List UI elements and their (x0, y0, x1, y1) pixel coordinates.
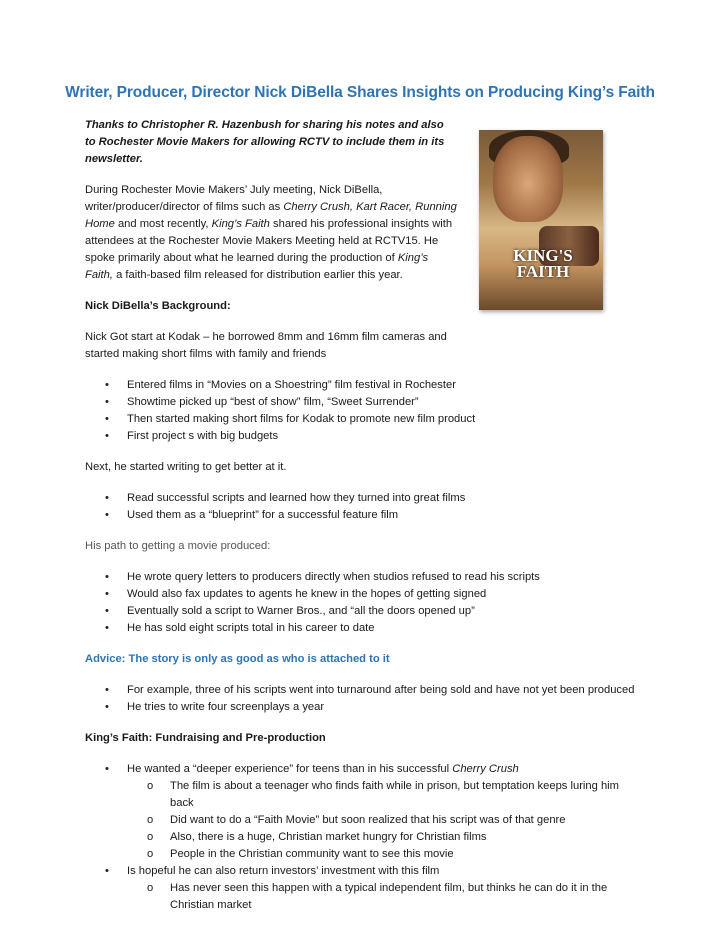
sub-list-item: o Also, there is a huge, Christian market hungry for Christian films (85, 829, 645, 846)
path-heading: His path to getting a movie produced: (85, 540, 271, 552)
article-title: Writer, Producer, Director Nick DiBella Shares Insights on Producing King’s Faith (65, 84, 655, 101)
list-item: • He has sold eight scripts total in his career to date (85, 620, 645, 637)
advice-heading: Advice: The story is only as good as who is attached to it (85, 653, 390, 665)
path-list (85, 569, 645, 637)
meeting-paragraph: During Rochester Movie Makers’ July meeting, Nick DiBella, writer/producer/director of films such as Cherry Crush, Kart Racer, Running Home and most recently, King’s Faith shared his professional insights with attendees at the Rochester Movie Makers Meeting held at RCTV15. He spoke primarily about what he learned during the production of King’s Faith, a faith-based film released for distribution earlier this year. (85, 184, 457, 281)
article-body (85, 117, 645, 914)
list-item: • Is hopeful he can also return investors’ investment with this film (85, 863, 645, 880)
funding-list (85, 761, 645, 914)
list-item: • He tries to write four screenplays a year (85, 699, 645, 716)
list-item: • Would also fax updates to agents he knew in the hopes of getting signed (85, 586, 645, 603)
advice-list (85, 682, 645, 716)
sub-list-item: o People in the Christian community want to see this movie (85, 846, 645, 863)
background-heading: Nick DiBella’s Background: (85, 300, 231, 312)
list-item: • Read successful scripts and learned how they turned into great films (85, 490, 645, 507)
list-item: • Used them as a “blueprint” for a successful feature film (85, 507, 645, 524)
sub-list-item: o Did want to do a “Faith Movie” but soon realized that his script was of that genre (85, 812, 645, 829)
list-item: • Eventually sold a script to Warner Bros., and “all the doors opened up” (85, 603, 645, 620)
list-item: • He wanted a “deeper experience” for teens than in his successful Cherry Crush (85, 761, 645, 778)
poster-title: KING'S FAITH (513, 246, 573, 281)
background-text: Nick Got start at Kodak – he borrowed 8mm and 16mm film cameras and started making short films with family and friends (85, 331, 447, 360)
background-list (85, 377, 645, 445)
writing-text: Next, he started writing to get better at it. (85, 461, 287, 473)
list-item: • He wrote query letters to producers directly when studios refused to read his scripts (85, 569, 645, 586)
sub-list-item: o The film is about a teenager who finds faith while in prison, but temptation keeps luring him back (85, 778, 645, 812)
sub-list-item: o Has never seen this happen with a typical independent film, but thinks he can do it in the Christian market (85, 880, 645, 914)
list-item: • First project s with big budgets (85, 428, 645, 445)
list-item: • For example, three of his scripts went into turnaround after being sold and have not yet been produced (85, 682, 645, 699)
list-item: • Showtime picked up “best of show” film, “Sweet Surrender” (85, 394, 645, 411)
funding-heading: King’s Faith: Fundraising and Pre-production (85, 732, 326, 744)
list-item: • Entered films in “Movies on a Shoestring” film festival in Rochester (85, 377, 645, 394)
writing-list (85, 490, 645, 524)
list-item: • Then started making short films for Kodak to promote new film product (85, 411, 645, 428)
intro-paragraph: Thanks to Christopher R. Hazenbush for sharing his notes and also to Rochester Movie Makers for allowing RCTV to include them in its newsletter. (85, 119, 445, 165)
